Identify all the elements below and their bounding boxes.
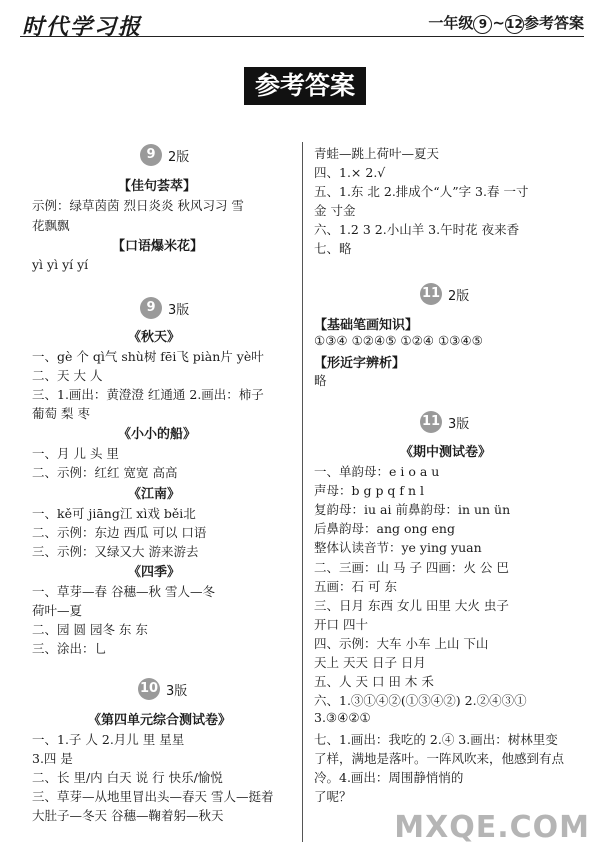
section-heading: 【口语爆米花】 bbox=[112, 239, 204, 254]
answer-line: 三、日月 东西 女儿 田里 大火 虫子 bbox=[314, 598, 509, 613]
answer-line: 后鼻韵母：ang ong eng bbox=[314, 521, 455, 536]
answer-line: 青蛙—跳上荷叶—夏天 bbox=[314, 146, 440, 161]
answer-line: 三、草芽—从地里冒出头—春天 雪人—挺着 bbox=[32, 789, 274, 804]
answer-line: 天上 天天 日子 日月 bbox=[314, 655, 426, 670]
version-label: 3版 bbox=[448, 416, 470, 432]
issue-number-icon: 9 bbox=[140, 144, 162, 166]
section-heading: 《小小的船》 bbox=[118, 427, 197, 442]
header-rule bbox=[20, 36, 584, 37]
answer-line: 一、gè 个 qì气 shù树 fēi飞 piàn片 yè叶 bbox=[32, 349, 264, 364]
issue-version-badge bbox=[140, 297, 189, 319]
issue-number-icon: 11 bbox=[420, 283, 442, 305]
answer-line: 一、1.子 人 2.月儿 里 星星 bbox=[32, 732, 185, 747]
answer-line: 六、1.2 3 2.小山羊 3.午时花 夜来香 bbox=[314, 222, 520, 237]
issue-from-badge: 9 bbox=[473, 15, 492, 34]
section-heading: 【基础笔画知识】 bbox=[314, 318, 419, 333]
section-heading: 《江南》 bbox=[128, 487, 181, 502]
answer-line: 七、略 bbox=[314, 241, 352, 256]
header-answer-label bbox=[428, 12, 584, 34]
answer-line: 一、草芽—春 谷穗—秋 雪人—冬 bbox=[32, 584, 215, 599]
version-label: 3版 bbox=[168, 302, 190, 318]
section-heading: 《第四单元综合测试卷》 bbox=[88, 713, 232, 728]
answer-line: 四、1.× 2.√ bbox=[314, 165, 386, 180]
answer-line: 六、1.③①④②(①③④②) 2.②④③① bbox=[314, 693, 527, 708]
answer-line: 整体认读音节：ye ying yuan bbox=[314, 540, 482, 555]
answer-line: 二、示例：东边 西瓜 可以 口语 bbox=[32, 525, 207, 540]
answer-line: 荷叶—夏 bbox=[32, 603, 83, 618]
answer-line: 金 寸金 bbox=[314, 203, 356, 218]
answer-line: 一、月 儿 头 里 bbox=[32, 446, 119, 461]
answer-line: 略 bbox=[314, 373, 327, 388]
issue-version-badge bbox=[420, 283, 469, 305]
issue-to-badge: 12 bbox=[505, 15, 524, 34]
answer-line: 二、三画：山 马 子 四画：火 公 巴 bbox=[314, 560, 509, 575]
issue-number-icon: 9 bbox=[140, 297, 162, 319]
answer-line: 二、园 圆 园冬 东 东 bbox=[32, 622, 148, 637]
answer-line: 冷。4.画出：周围静悄悄的 bbox=[314, 770, 464, 785]
issue-number-icon: 10 bbox=[138, 678, 160, 700]
watermark: MXQE.COM bbox=[394, 810, 590, 845]
answer-line: 示例：绿草茵茵 烈日炎炎 秋风习习 雪 bbox=[32, 198, 244, 213]
header-label: 参考答案 bbox=[523, 14, 584, 32]
answer-line: ①③④ ①②④⑤ ①②④ ①③④⑤ bbox=[314, 333, 483, 348]
newspaper-brand: 时代学习报 bbox=[22, 14, 143, 40]
answer-line: 花飘飘 bbox=[32, 218, 70, 233]
answer-line: 三、1.画出：黄澄澄 红通通 2.画出：柿子 bbox=[32, 387, 264, 402]
answer-line: 二、示例：红红 宽宽 高高 bbox=[32, 465, 178, 480]
answer-line: 七、1.画出：我吃的 2.④ 3.画出：树林里变 bbox=[314, 732, 558, 747]
answer-line: 了呢？ bbox=[314, 789, 352, 804]
section-heading: 《期中测试卷》 bbox=[400, 445, 492, 460]
issue-version-badge bbox=[140, 144, 189, 166]
answer-line: 三、涂出：乚 bbox=[32, 641, 108, 656]
answer-line: 一、kě可 jiāng江 xì戏 běi北 bbox=[32, 506, 196, 521]
section-heading: 《四季》 bbox=[128, 565, 181, 580]
version-label: 2版 bbox=[448, 288, 470, 304]
answer-line: 了样，满地是落叶。一阵风吹来，他感到有点 bbox=[314, 751, 565, 766]
grade-label: 一年级 bbox=[428, 14, 474, 32]
answer-line: 大肚子—冬天 谷穗—鞠着躬—秋天 bbox=[32, 808, 224, 823]
version-label: 3版 bbox=[166, 683, 188, 699]
answer-line: 二、天 大 人 bbox=[32, 368, 103, 383]
answer-line: 3.③④②① bbox=[314, 710, 371, 725]
answer-line: 葡萄 梨 枣 bbox=[32, 406, 90, 421]
answer-line: 三、示例：又绿又大 游来游去 bbox=[32, 544, 199, 559]
page-title: 参考答案 bbox=[244, 67, 366, 105]
issue-separator: ~ bbox=[492, 14, 505, 32]
issue-number-icon: 11 bbox=[420, 411, 442, 433]
issue-version-badge bbox=[420, 411, 469, 433]
answer-line: 声母：b g p q f n l bbox=[314, 483, 425, 498]
answer-line: 一、单韵母：e i o a u bbox=[314, 464, 440, 479]
answer-line: 四、示例：大车 小车 上山 下山 bbox=[314, 636, 489, 651]
answer-line: 复韵母：iu ai 前鼻韵母：in un ün bbox=[314, 502, 511, 517]
answer-line: 五、1.东 北 2.排成个“人”字 3.春 一寸 bbox=[314, 184, 529, 199]
section-heading: 【佳句荟萃】 bbox=[118, 179, 197, 194]
answer-line: 五画：石 可 东 bbox=[314, 579, 397, 594]
issue-version-badge bbox=[138, 678, 187, 700]
version-label: 2版 bbox=[168, 149, 190, 165]
answer-line: yì yì yí yí bbox=[32, 257, 89, 272]
section-heading: 【形近字辨析】 bbox=[314, 356, 406, 371]
answer-line: 开口 四十 bbox=[314, 617, 368, 632]
answer-line: 五、人 天 口 田 木 禾 bbox=[314, 674, 434, 689]
section-heading: 《秋天》 bbox=[128, 330, 181, 345]
answer-line: 二、长 里/内 白天 说 行 快乐/愉悦 bbox=[32, 770, 223, 785]
column-divider bbox=[302, 142, 303, 842]
answer-line: 3.四 是 bbox=[32, 751, 73, 766]
